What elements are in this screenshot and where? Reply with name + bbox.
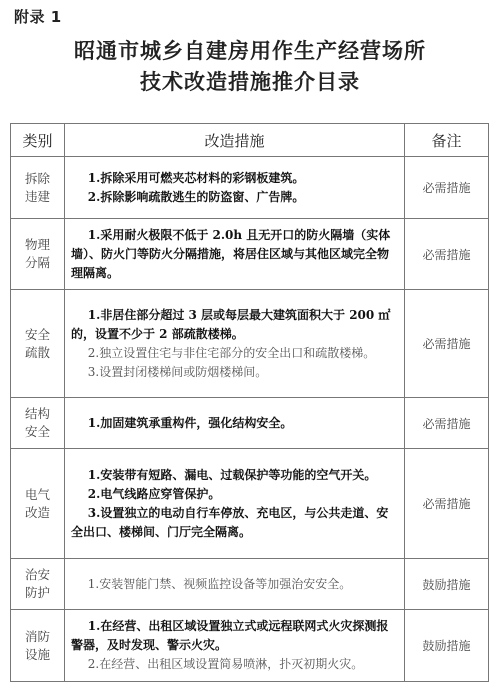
measure-item: 3.设置封闭楼梯间或防烟楼梯间。 [87, 364, 268, 379]
note-cell: 鼓励措施 [405, 610, 489, 682]
measure-item: 1.安装智能门禁、视频监控设备等加强治安安全。 [87, 576, 352, 591]
measure-item: 2.独立设置住宅与非住宅部分的安全出口和疏散楼梯。 [87, 345, 376, 360]
measure-item: 2.电气线路应穿管保护。 [87, 486, 221, 501]
table-header-row [11, 124, 489, 157]
category-cell: 拆除 违建 [11, 157, 65, 219]
note-cell: 鼓励措施 [405, 559, 489, 610]
measure-item: 1.非居住部分超过 3 层或每层最大建筑面积大于 200 ㎡的，设置不少于 2 部疏散楼梯。 [71, 307, 391, 341]
category-cell: 物理 分隔 [11, 219, 65, 290]
measures-table [10, 123, 489, 682]
document-title-line2: 技术改造措施推介目录 [140, 69, 360, 94]
measures-cell [65, 157, 405, 219]
category-cell: 结构 安全 [11, 398, 65, 449]
category-cell: 治安 防护 [11, 559, 65, 610]
category-cell: 电气 改造 [11, 449, 65, 559]
measure-item: 1.采用耐火极限不低于 2.0h 且无开口的防火隔墙（实体墙）、防火门等防火分隔措施，将居住区域与其他区域完全物理隔离。 [71, 227, 391, 280]
category-cell: 安全 疏散 [11, 290, 65, 398]
table-row [11, 398, 489, 449]
column-header-category: 类别 [11, 124, 65, 157]
note-cell: 必需措施 [405, 449, 489, 559]
appendix-label: 附录 1 [14, 8, 62, 26]
category-cell: 消防 设施 [11, 610, 65, 682]
note-cell: 必需措施 [405, 398, 489, 449]
measure-item: 1.拆除采用可燃夹芯材料的彩钢板建筑。 [87, 170, 305, 185]
measure-item: 3.设置独立的电动自行车停放、充电区，与公共走道、安全出口、楼梯间、门厅完全隔离。 [71, 505, 389, 539]
table-row [11, 290, 489, 398]
measures-cell [65, 398, 405, 449]
table-row [11, 157, 489, 219]
measures-cell [65, 610, 405, 682]
note-cell: 必需措施 [405, 219, 489, 290]
measures-cell [65, 219, 405, 290]
document-title-line1: 昭通市城乡自建房用作生产经营场所 [74, 38, 426, 63]
note-cell: 必需措施 [405, 290, 489, 398]
measure-item: 2.在经营、出租区域设置简易喷淋，扑灭初期火灾。 [87, 657, 364, 671]
table-row [11, 559, 489, 610]
note-cell: 必需措施 [405, 157, 489, 219]
measures-cell [65, 449, 405, 559]
measure-item: 1.在经营、出租区域设置独立式或远程联网式火灾探测报警器，及时发现、警示火灾。 [71, 619, 389, 652]
measure-item: 1.加固建筑承重构件，强化结构安全。 [87, 415, 293, 430]
measures-cell [65, 290, 405, 398]
measure-item: 1.安装带有短路、漏电、过载保护等功能的空气开关。 [87, 467, 377, 482]
table-row [11, 449, 489, 559]
measure-item: 2.拆除影响疏散逃生的防盗窗、广告牌。 [87, 189, 305, 204]
table-row [11, 219, 489, 290]
measures-cell [65, 559, 405, 610]
table-row [11, 610, 489, 682]
column-header-measures: 改造措施 [65, 124, 405, 157]
column-header-note: 备注 [405, 124, 489, 157]
